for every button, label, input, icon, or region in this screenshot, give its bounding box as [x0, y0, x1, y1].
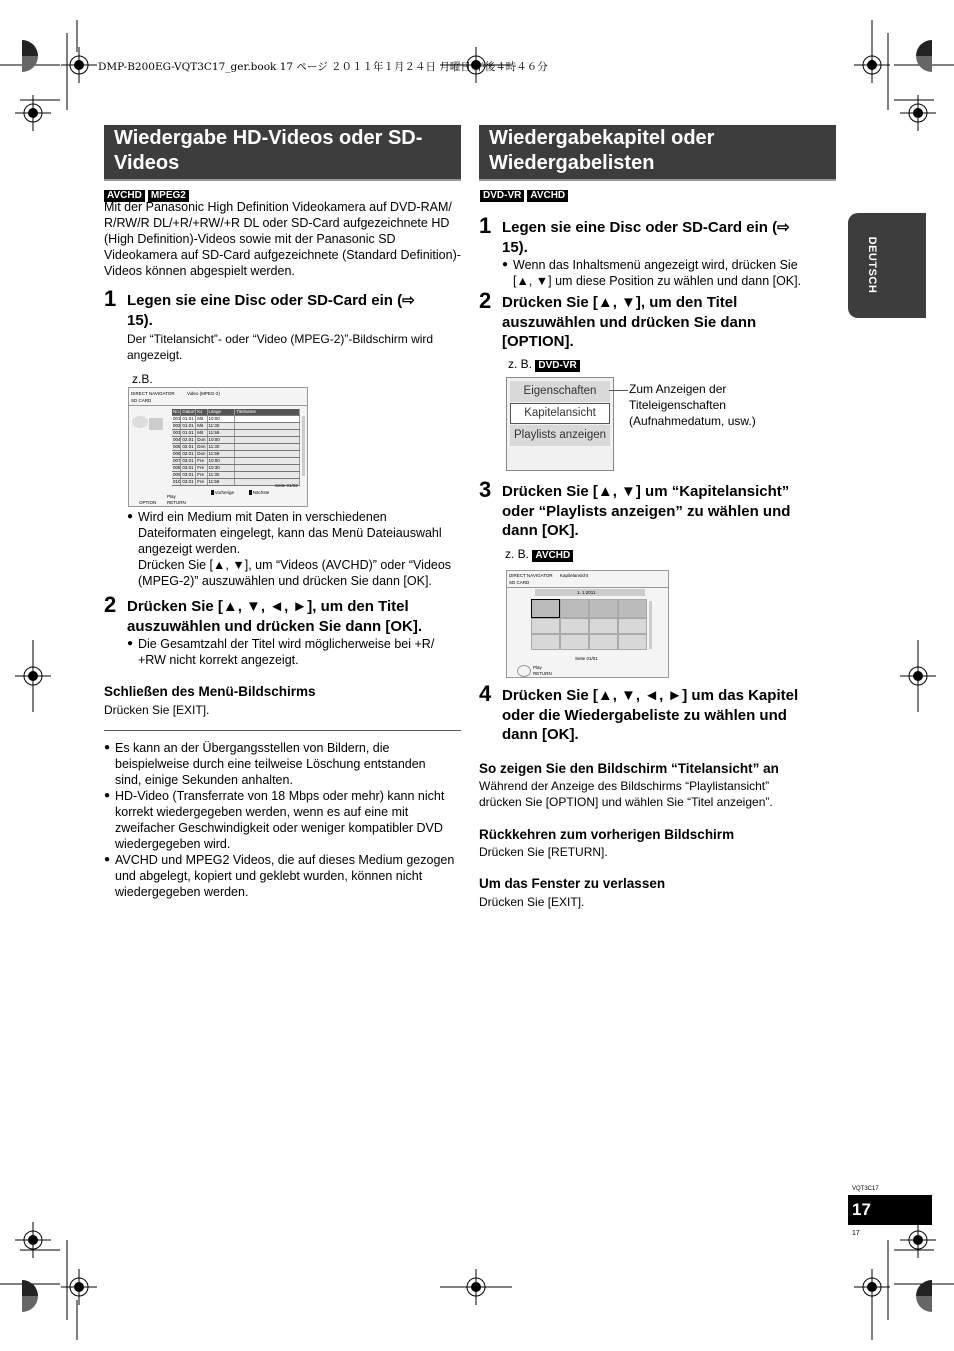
- bullet1-line: Dateiformaten eingelegt, kann das Menü Dateiauswahl: [138, 526, 442, 540]
- shot-table-cell: [235, 472, 300, 478]
- shot-table-row[interactable]: [172, 423, 300, 430]
- bullet1-line: (MPEG-2)” auszuwählen und drücken Sie dann [OK].: [138, 574, 432, 588]
- shot-page: Seite 01/02: [275, 483, 298, 488]
- shot-table-row[interactable]: [172, 430, 300, 437]
- thumbnail-grid: [531, 599, 649, 651]
- shot-table-cell: 11:30: [208, 444, 236, 450]
- chapter-thumbnail[interactable]: [618, 634, 647, 650]
- right-step4-number: 4: [479, 681, 492, 706]
- chapter-thumbnail[interactable]: [618, 618, 647, 634]
- titelansicht-line: drücken Sie [OPTION] und wählen Sie “Titel anzeigen”.: [479, 795, 773, 809]
- shot-table-cell: 03.01: [181, 479, 196, 485]
- exit-heading: Um das Fenster zu verlassen: [479, 876, 666, 891]
- shot-table-cell: 001: [173, 416, 181, 421]
- tag-dvd-vr: DVD-VR: [480, 190, 524, 202]
- left-step2-bullet: ● Die Gesamtzahl der Titel wird möglicherweise bei +R/ +RW nicht korrekt angezeigt.: [127, 636, 467, 668]
- right-step3-text: Drücken Sie [▲, ▼] um “Kapitelansicht” oder “Playlists anzeigen” zu wählen und dann [OK].: [502, 483, 791, 539]
- note-line: wiedergegeben wird.: [115, 837, 231, 851]
- shot-table-cell: 11:30: [208, 423, 236, 429]
- shot-table-cell: Datum: [182, 409, 196, 414]
- shot-table-row[interactable]: [172, 451, 300, 458]
- tag-dvd-vr-example: DVD-VR: [535, 360, 579, 372]
- bullet1-line: angezeigt werden.: [138, 542, 241, 556]
- shot-table-cell: Kz: [196, 409, 207, 415]
- note-line: HD-Video (Transferrate von 18 Mbps oder mehr) kann nicht: [115, 789, 445, 803]
- bullet1-line: Wird ein Medium mit Daten in verschiedenen: [138, 510, 387, 524]
- shot-table-cell: 10:30: [208, 465, 236, 471]
- shot-table-cell: Don: [197, 437, 206, 442]
- right-step1-bullet: ● Wenn das Inhaltsmenü angezeigt wird, drücken Sie [▲, ▼] um diese Position zu wählen und dann [OK].: [502, 257, 832, 289]
- shot-return: RETURN: [167, 500, 186, 505]
- shot-table-cell: Länge: [208, 409, 236, 415]
- close-menu-heading: Schließen des Menü-Bildschirms: [104, 684, 316, 699]
- right-step4-text: Drücken Sie [▲, ▼, ◄, ►] um das Kapitel oder die Wiedergabeliste zu wählen und dann [OK].: [502, 687, 799, 743]
- option-menu: [506, 377, 614, 471]
- note-line: wiedergegeben werden.: [115, 885, 249, 899]
- step2-bullet-line: Die Gesamtzahl der Titel wird möglicherweise bei +R/: [138, 637, 435, 651]
- shot-table-cell: 01.01: [181, 423, 196, 429]
- shot-table-cell: 11:59: [208, 451, 236, 457]
- shot-table-cell: 11:59: [208, 479, 236, 485]
- left-section-title: Wiedergabe HD-Videos oder SD-Videos: [104, 125, 461, 181]
- left-bullet-1: ● Wird ein Medium mit Daten in verschiedenen Dateiformaten eingelegt, kann das Menü Dateiauswahl angezeigt werden. Drücken Sie [▲, ▼], um “Videos (AVCHD)” oder “Videos (MPEG-2)” auszuwählen und drücken Sie dann [OK].: [127, 509, 467, 589]
- shot2-play: Play: [533, 665, 542, 670]
- shot-table-cell: 11:30: [208, 472, 236, 478]
- callout-line: Titeleigenschaften: [629, 398, 726, 412]
- page-number: 17: [852, 1200, 871, 1219]
- bullet-dot: ●: [104, 790, 111, 801]
- note-line: und abgelegt, kopiert und geklebt wurden, können nicht: [115, 869, 423, 883]
- shot-table-cell: 003: [173, 430, 181, 435]
- note-line: Es kann an der Übergangsstellen von Bildern, die: [115, 741, 390, 755]
- shot-table-cell: 005: [173, 444, 181, 449]
- shot-table-cell: [235, 430, 300, 436]
- shot-table-cell: [235, 451, 300, 457]
- shot-header-left: DIRECT NAVIGATOR: [131, 391, 175, 396]
- right-step2-number: 2: [479, 288, 492, 313]
- language-tab-label: DEUTSCH: [866, 236, 878, 294]
- callout-line: [609, 390, 628, 391]
- left-step2-number: 2: [104, 592, 117, 617]
- shot-table-cell: 009: [173, 472, 181, 477]
- page-number-small: 17: [852, 1230, 860, 1237]
- chapter-thumbnail[interactable]: [560, 599, 589, 618]
- shot-table-cell: Mit: [196, 416, 207, 422]
- left-divider: [104, 730, 461, 731]
- shot2-page: Seite 01/01: [575, 656, 598, 661]
- shot-table-cell: No.: [173, 409, 181, 414]
- tag-mpeg2: MPEG2: [148, 190, 189, 202]
- callout-line: (Aufnahmedatum, usw.): [629, 414, 756, 428]
- shot-table-cell: 02.01: [181, 451, 196, 457]
- titelansicht-line: Während der Anzeige des Bildschirms “Playlistansicht”: [479, 779, 770, 793]
- shot-table-row[interactable]: [172, 437, 300, 444]
- chapter-thumbnail[interactable]: [531, 634, 560, 650]
- shot2-header-left: DIRECT NAVIGATOR: [509, 573, 553, 578]
- video-list-screenshot: [128, 387, 308, 507]
- shot-table-cell: [235, 437, 300, 443]
- note-line: sind, einige Sekunden anhalten.: [115, 773, 293, 787]
- left-notes: [104, 740, 469, 900]
- footer-code: VQT3C17: [852, 1186, 879, 1192]
- shot-table-cell: [235, 423, 300, 429]
- shot-table-cell: [235, 458, 300, 464]
- left-intro: Mit der Panasonic High Definition Videokamera auf DVD-RAM/ R/RW/R DL/+R/+RW/+R DL oder SD-Card aufgezeichnete HD (High Definition)-Videos sowie mit der Panasonic SD Videokamera auf SD-Card aufgezeichnete (Standard Definition)-Videos können abgespielt werden.: [104, 200, 461, 278]
- return-text: Drücken Sie [RETURN].: [479, 845, 608, 859]
- left-step1-number: 1: [104, 286, 117, 311]
- shot-table-cell: Mit: [196, 423, 207, 429]
- bullet-dot: ●: [104, 854, 111, 865]
- right-step1-number: 1: [479, 213, 492, 238]
- shot-table-cell: Fre: [196, 465, 207, 471]
- note-line: zweifacher Geschwindigkeit oder weniger kompatibler DVD: [115, 821, 443, 835]
- left-step1-text: Legen sie eine Disc oder SD-Card ein (⇨ 15).: [127, 292, 415, 329]
- bullet1-line: Drücken Sie [▲, ▼], um “Videos (AVCHD)” oder “Videos: [138, 558, 452, 572]
- shot-table-cell: 002: [173, 423, 181, 428]
- right-step2-text: Drücken Sie [▲, ▼], um den Titel auszuwählen und drücken Sie dann [OPTION].: [502, 294, 757, 350]
- shot-table-cell: 10:00: [208, 416, 236, 422]
- note-item: [104, 788, 469, 852]
- left-example-label: z.B.: [132, 372, 153, 386]
- titelansicht-text: [479, 778, 839, 810]
- shot-table-cell: 010: [173, 479, 181, 484]
- note-line: korrekt wiedergegeben werden, wenn es auf eine mit: [115, 805, 409, 819]
- close-menu-text: Drücken Sie [EXIT].: [104, 703, 210, 717]
- shot-table-cell: 11:59: [208, 430, 236, 436]
- shot2-header-right: Kapitelansicht: [560, 573, 589, 578]
- tag-avchd-example: AVCHD: [532, 550, 573, 562]
- chapter-thumbnail[interactable]: [531, 618, 560, 634]
- shot-table-cell: 008: [173, 465, 181, 470]
- shot-table-cell: Titelname: [235, 409, 300, 415]
- exit-text: Drücken Sie [EXIT].: [479, 895, 585, 909]
- chapter-thumbnail[interactable]: [560, 618, 589, 634]
- shot-table-cell: 03.01: [181, 472, 196, 478]
- shot-table-cell: 006: [173, 451, 181, 456]
- shot-table-cell: 10:00: [208, 437, 236, 443]
- shot-table-cell: 01.01: [181, 430, 196, 436]
- shot-table-row[interactable]: [172, 444, 300, 451]
- right-step1-bullet-line: Wenn das Inhaltsmenü angezeigt wird, drücken Sie: [513, 258, 798, 272]
- shot-header-right: Video (MPEG-2): [187, 391, 220, 396]
- shot-play: Play: [167, 494, 176, 499]
- shot-table-header: [172, 409, 300, 416]
- shot-table-row[interactable]: [172, 416, 300, 423]
- chapter-thumbnail[interactable]: [560, 634, 589, 650]
- right-step3-number: 3: [479, 477, 492, 502]
- shot-table-cell: 007: [173, 458, 181, 463]
- shot-sd-card: SD CARD: [131, 398, 152, 403]
- shot-table-row[interactable]: [172, 465, 300, 472]
- language-tab: [848, 213, 926, 318]
- left-step1-sub: Der “Titelansicht”- oder “Video (MPEG-2)”-Bildschirm wird angezeigt.: [127, 332, 434, 362]
- shot2-return: RETURN: [533, 671, 552, 676]
- shot-table-cell: Fre: [196, 472, 207, 478]
- shot-table-cell: 01.01: [181, 416, 196, 422]
- return-heading: Rückkehren zum vorherigen Bildschirm: [479, 827, 735, 842]
- chapter-thumbnail[interactable]: [531, 599, 560, 618]
- callout-text: [629, 381, 829, 429]
- tag-avchd: AVCHD: [527, 190, 568, 202]
- option-kapitelansicht[interactable]: Kapitelansicht: [510, 403, 610, 424]
- shot-table-cell: Mit: [196, 430, 207, 436]
- page-number-box: [848, 1195, 932, 1225]
- callout-line: Zum Anzeigen der: [629, 382, 727, 396]
- shot-table-cell: Don: [197, 444, 206, 449]
- shot-table-cell: Fre: [196, 479, 207, 485]
- shot-table-row[interactable]: [172, 472, 300, 479]
- right-step1-text: Legen sie eine Disc oder SD-Card ein (⇨ 15).: [502, 219, 790, 256]
- option-playlists-anzeigen[interactable]: Playlists anzeigen: [510, 425, 610, 446]
- chapter-thumbnail[interactable]: [589, 634, 618, 650]
- note-line: AVCHD und MPEG2 Videos, die auf dieses Medium gezogen: [115, 853, 455, 867]
- shot-table-cell: 10:00: [208, 458, 236, 464]
- shot-prev: Vorherige: [211, 490, 234, 496]
- shot-table-cell: Fre: [196, 458, 207, 464]
- shot-table-cell: 02.01: [181, 437, 196, 443]
- chapter-thumbnail[interactable]: [589, 599, 618, 618]
- note-item: [104, 852, 469, 900]
- shot-table-cell: 03.01: [181, 458, 196, 464]
- example3: z. B. AVCHD: [505, 546, 576, 562]
- shot-table-cell: Don: [197, 451, 206, 456]
- chapter-thumbnail[interactable]: [618, 599, 647, 618]
- shot-table-cell: 004: [173, 437, 181, 442]
- titelansicht-heading: So zeigen Sie den Bildschirm “Titelansicht” an: [479, 761, 779, 776]
- note-item: [104, 740, 469, 788]
- left-step2-text: Drücken Sie [▲, ▼, ◄, ►], um den Titel auszuwählen und drücken Sie dann [OK].: [127, 598, 423, 635]
- tag-avchd: AVCHD: [104, 190, 145, 202]
- example2: z. B. DVD-VR: [508, 356, 583, 372]
- shot-table-cell: [235, 465, 300, 471]
- shot-table-row[interactable]: [172, 458, 300, 465]
- right-step1-bullet-line: [▲, ▼] um diese Position zu wählen und dann [OK].: [513, 274, 802, 288]
- right-format-tags: [480, 185, 571, 203]
- chapter-view-screenshot: [506, 570, 669, 678]
- shot-table-cell: [235, 416, 300, 422]
- option-eigenschaften[interactable]: Eigenschaften: [510, 381, 610, 402]
- shot-option: OPTION: [139, 500, 157, 505]
- book-header: DMP-B200EG-VQT3C17_ger.book 17 ページ ２０１１年１月２４日 月曜日 午後４時４６分: [98, 61, 548, 73]
- bullet-dot: ●: [104, 742, 111, 753]
- note-line: beispielweise durch eine teilweise Löschung entstanden: [115, 757, 426, 771]
- shot-table-cell: 03.01: [181, 465, 196, 471]
- chapter-thumbnail[interactable]: [589, 618, 618, 634]
- right-section-title: Wiedergabekapitel oder Wiedergabelisten: [479, 125, 836, 181]
- shot2-date: 1. 1.2011: [577, 590, 596, 595]
- shot-table-cell: 02.01: [181, 444, 196, 450]
- shot2-sd-card: SD CARD: [509, 580, 530, 585]
- shot-table-cell: [235, 444, 300, 450]
- step2-bullet-line: +RW nicht korrekt angezeigt.: [138, 653, 299, 667]
- shot-next: Nächste: [249, 490, 269, 496]
